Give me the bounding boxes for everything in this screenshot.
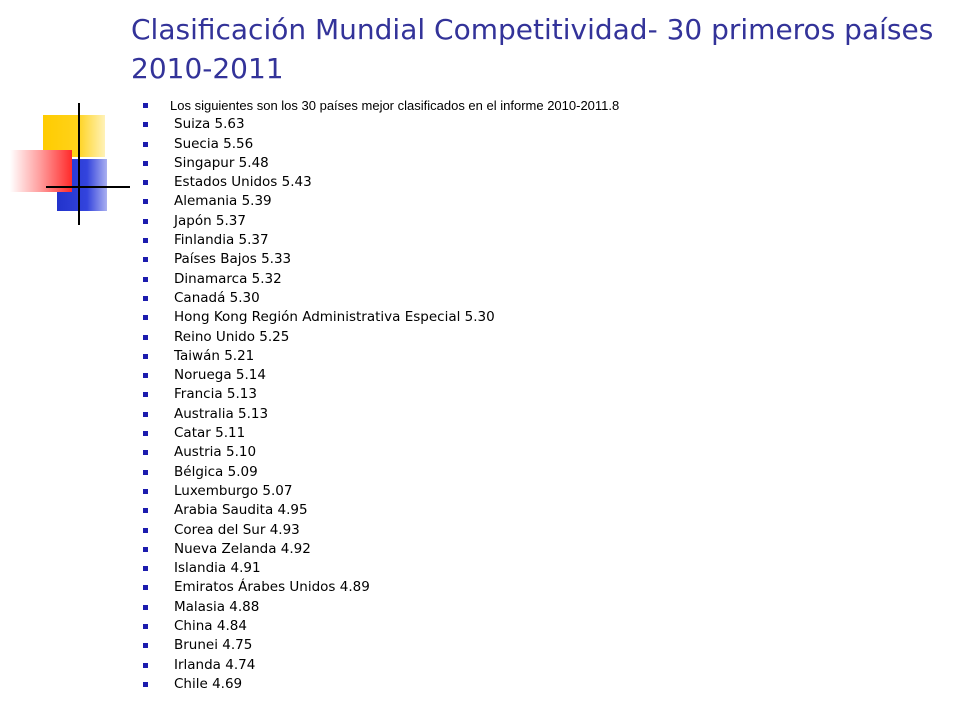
list-item xyxy=(141,405,941,424)
country-entry: Países Bajos 5.33 xyxy=(174,251,292,268)
list-item xyxy=(141,578,941,597)
list-item xyxy=(141,617,941,636)
country-entry: Alemania 5.39 xyxy=(174,193,272,210)
country-entry: Hong Kong Región Administrativa Especial 5.30 xyxy=(174,309,495,326)
bullet-icon xyxy=(143,103,148,108)
bullet-icon xyxy=(143,605,148,610)
bullet-icon xyxy=(143,392,148,397)
list-item xyxy=(141,598,941,617)
list-item xyxy=(141,231,941,250)
bullet-icon xyxy=(143,373,148,378)
country-entry: Catar 5.11 xyxy=(174,425,246,442)
bullet-icon xyxy=(143,624,148,629)
country-entry: Japón 5.37 xyxy=(174,212,246,229)
intro-item xyxy=(141,96,941,115)
list-item xyxy=(141,135,941,154)
bullet-icon xyxy=(143,470,148,475)
slide-title: Clasificación Mundial Competitividad- 30 primeros países 2010-2011 xyxy=(131,13,934,85)
list-item xyxy=(141,115,941,134)
list-item xyxy=(141,463,941,482)
list-item xyxy=(141,482,941,501)
list-item xyxy=(141,385,941,404)
country-entry: Arabia Saudita 4.95 xyxy=(174,502,308,519)
bullet-icon xyxy=(143,643,148,648)
bullet-icon xyxy=(143,566,148,571)
list-item xyxy=(141,173,941,192)
decorative-logo xyxy=(0,95,130,225)
bullet-icon xyxy=(143,585,148,590)
bullet-icon xyxy=(143,431,148,436)
list-item xyxy=(141,636,941,655)
country-entry: Islandia 4.91 xyxy=(174,560,261,577)
country-entry: Francia 5.13 xyxy=(174,386,257,403)
country-entry: Suiza 5.63 xyxy=(174,116,245,133)
list-item xyxy=(141,559,941,578)
country-entry: Chile 4.69 xyxy=(174,675,243,692)
country-entry: China 4.84 xyxy=(174,618,247,635)
list-item xyxy=(141,192,941,211)
country-entry: Nueva Zelanda 4.92 xyxy=(174,540,311,557)
list-item xyxy=(141,366,941,385)
bullet-icon xyxy=(143,122,148,127)
country-entry: Reino Unido 5.25 xyxy=(174,328,290,345)
list-item xyxy=(141,250,941,269)
bullet-icon xyxy=(143,238,148,243)
bullet-icon xyxy=(143,315,148,320)
bullet-icon xyxy=(143,354,148,359)
country-entry: Finlandia 5.37 xyxy=(174,232,269,249)
horizontal-line xyxy=(46,186,130,188)
bullet-icon xyxy=(143,547,148,552)
country-entry: Taiwán 5.21 xyxy=(174,347,255,364)
list-item xyxy=(141,328,941,347)
bullet-icon xyxy=(143,277,148,282)
list-item xyxy=(141,308,941,327)
bullet-icon xyxy=(143,335,148,340)
country-entry: Australia 5.13 xyxy=(174,405,269,422)
bullet-icon xyxy=(143,161,148,166)
vertical-line xyxy=(78,103,80,225)
bullet-icon xyxy=(143,219,148,224)
list-item xyxy=(141,501,941,520)
list-item xyxy=(141,289,941,308)
bullet-icon xyxy=(143,682,148,687)
bullet-icon xyxy=(143,296,148,301)
bullet-icon xyxy=(143,257,148,262)
country-entry: Malasia 4.88 xyxy=(174,598,260,615)
country-entry: Noruega 5.14 xyxy=(174,367,266,384)
bullet-icon xyxy=(143,489,148,494)
list-item xyxy=(141,424,941,443)
country-entry: Brunei 4.75 xyxy=(174,637,253,654)
list-item xyxy=(141,521,941,540)
list-item xyxy=(141,347,941,366)
country-entry: Singapur 5.48 xyxy=(174,154,269,171)
country-entry: Suecia 5.56 xyxy=(174,135,254,152)
list-item xyxy=(141,656,941,675)
bullet-icon xyxy=(143,663,148,668)
list-item xyxy=(141,540,941,559)
country-entry: Emiratos Árabes Unidos 4.89 xyxy=(174,579,370,596)
bullet-icon xyxy=(143,199,148,204)
ranking-list xyxy=(141,96,941,694)
bullet-icon xyxy=(143,180,148,185)
list-item xyxy=(141,154,941,173)
intro-text: Los siguientes son los 30 países mejor clasificados en el informe 2010-2011.8 xyxy=(170,98,620,113)
country-entry: Dinamarca 5.32 xyxy=(174,270,282,287)
country-entry: Luxemburgo 5.07 xyxy=(174,482,293,499)
list-item xyxy=(141,443,941,462)
list-item xyxy=(141,212,941,231)
bullet-icon xyxy=(143,412,148,417)
country-entry: Corea del Sur 4.93 xyxy=(174,521,300,538)
bullet-icon xyxy=(143,528,148,533)
country-entry: Irlanda 4.74 xyxy=(174,656,256,673)
bullet-icon xyxy=(143,450,148,455)
country-entry: Estados Unidos 5.43 xyxy=(174,174,312,191)
bullet-icon xyxy=(143,142,148,147)
country-entry: Bélgica 5.09 xyxy=(174,463,258,480)
country-entry: Austria 5.10 xyxy=(174,444,257,461)
bullet-icon xyxy=(143,508,148,513)
list-item xyxy=(141,675,941,694)
country-entry: Canadá 5.30 xyxy=(174,289,260,306)
list-item xyxy=(141,270,941,289)
